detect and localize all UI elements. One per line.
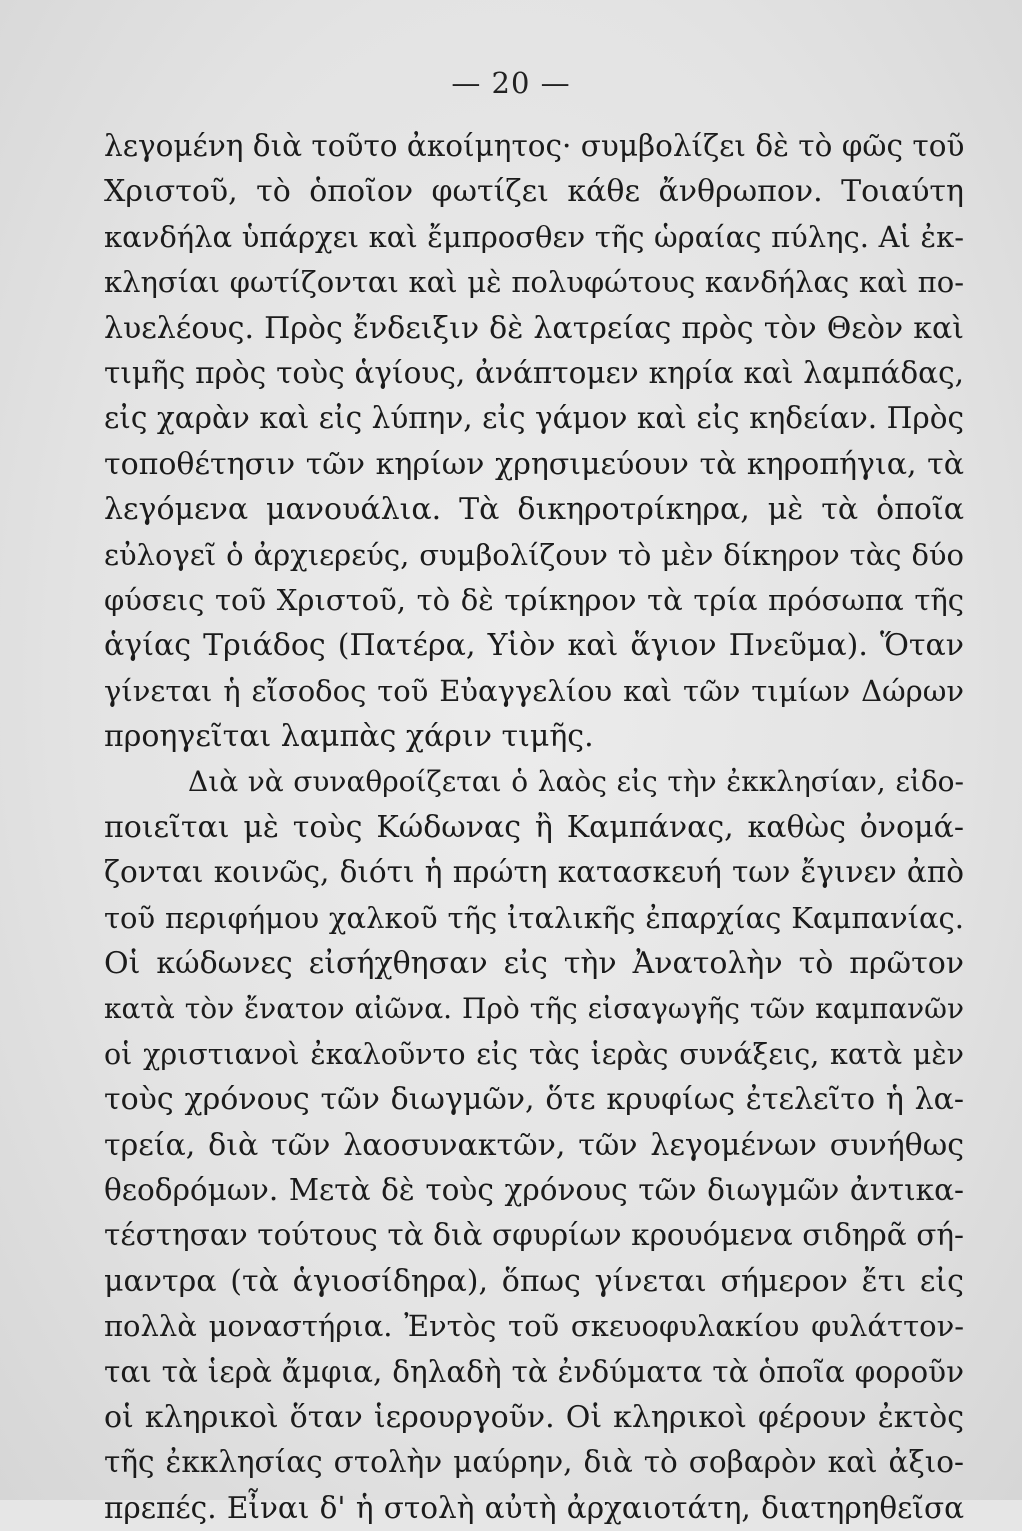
text-line: τῆς ἐκκλησίας στολὴν μαύρην, διὰ τὸ σοβαρὸν καὶ ἀξιο- xyxy=(104,1445,964,1480)
text-line: τέστησαν τούτους τὰ διὰ σφυρίων κρουόμενα σιδηρᾶ σή- xyxy=(104,1218,964,1253)
text-line: φύσεις τοῦ Χριστοῦ, τὸ δὲ τρίκηρον τὰ τρία πρόσωπα τῆς xyxy=(104,582,964,617)
text-line: Οἱ κώδωνες εἰσήχθησαν εἰς τὴν Ἀνατολὴν τὸ πρῶτον xyxy=(104,946,964,982)
text-line: τρεία, διὰ τῶν λαοσυνακτῶν, τῶν λεγομένων συνήθως xyxy=(104,1127,964,1163)
text-line: τοὺς χρόνους τῶν διωγμῶν, ὅτε κρυφίως ἐτελεῖτο ἡ λα- xyxy=(104,1082,964,1118)
text-line: θεοδρόμων. Μετὰ δὲ τοὺς χρόνους τῶν διωγμῶν ἀντικα- xyxy=(104,1172,964,1207)
text-line: ἁγίας Τριάδος (Πατέρα, Υἱὸν καὶ ἅγιον Πνεῦμα). Ὅταν xyxy=(104,628,964,664)
text-line: γίνεται ἡ εἴσοδος τοῦ Εὐαγγελίου καὶ τῶν τιμίων Δώρων xyxy=(104,673,964,708)
text-line: λεγομένη διὰ τοῦτο ἀκοίμητος· συμβολίζει δὲ τὸ φῶς τοῦ xyxy=(104,129,965,163)
text-line: κλησίαι φωτίζονται καὶ μὲ πολυφώτους κανδήλας καὶ πο- xyxy=(104,265,964,300)
text-line: Χριστοῦ, τὸ ὁποῖον φωτίζει κάθε ἄνθρωπον. Τοιαύτη xyxy=(104,174,964,210)
text-line: οἱ κληρικοὶ ὅταν ἱερουργοῦν. Οἱ κληρικοὶ φέρουν ἐκτὸς xyxy=(104,1399,964,1435)
text-line: ζονται κοινῶς, διότι ἡ πρώτη κατασκευή των ἔγινεν ἀπὸ xyxy=(104,855,964,890)
text-line: λυελέους. Πρὸς ἔνδειξιν δὲ λατρείας πρὸς τὸν Θεὸν καὶ xyxy=(104,310,964,346)
body-text xyxy=(104,124,964,1531)
text-line: οἱ χριστιανοὶ ἐκαλοῦντο εἰς τὰς ἱερὰς συνάξεις, κατὰ μὲν xyxy=(104,1037,964,1071)
text-line: πολλὰ μοναστήρια. Ἐντὸς τοῦ σκευοφυλακίου φυλάττον- xyxy=(104,1309,964,1344)
text-line: κατὰ τὸν ἔνατον αἰῶνα. Πρὸ τῆς εἰσαγωγῆς τῶν καμπανῶν xyxy=(104,992,964,1026)
text-line: μαντρα (τὰ ἁγιοσίδηρα), ὅπως γίνεται σήμερον ἔτι εἰς xyxy=(104,1263,964,1299)
text-line: εὐλογεῖ ὁ ἀρχιερεύς, συμβολίζουν τὸ μὲν δίκηρον τὰς δύο xyxy=(104,537,964,572)
text-line: τοῦ περιφήμου χαλκοῦ τῆς ἰταλικῆς ἐπαρχίας Καμπανίας. xyxy=(104,900,964,935)
paragraph-first-line: Διὰ νὰ συναθροίζεται ὁ λαὸς εἰς τὴν ἐκκλησίαν, εἰδο- xyxy=(188,765,964,799)
text-line: λεγόμενα μανουάλια. Τὰ δικηροτρίκηρα, μὲ τὰ ὁποῖα xyxy=(104,492,964,528)
text-line: προηγεῖται λαμπὰς χάριν τιμῆς. xyxy=(104,719,594,755)
text-line: τοποθέτησιν τῶν κηρίων χρησιμεύουν τὰ κηροπήγια, τὰ xyxy=(104,446,964,482)
text-line: ται τὰ ἱερὰ ἄμφια, δηλαδὴ τὰ ἐνδύματα τὰ ὁποῖα φοροῦν xyxy=(104,1354,964,1389)
text-line: κανδήλα ὑπάρχει καὶ ἔμπροσθεν τῆς ὡραίας πύλης. Αἱ ἐκ- xyxy=(104,219,964,254)
text-line: εἰς χαρὰν καὶ εἰς λύπην, εἰς γάμον καὶ εἰς κηδείαν. Πρὸς xyxy=(104,401,964,436)
text-line: ποιεῖται μὲ τοὺς Κώδωνας ἢ Καμπάνας, καθὼς ὀνομά- xyxy=(104,809,964,845)
page-number: — 20 — xyxy=(451,66,571,100)
text-line: πρεπές. Εἶναι δ' ἡ στολὴ αὐτὴ ἀρχαιοτάτη, διατηρηθεῖσα xyxy=(104,1490,964,1525)
text-line: τιμῆς πρὸς τοὺς ἁγίους, ἀνάπτομεν κηρία καὶ λαμπάδας, xyxy=(104,355,964,390)
